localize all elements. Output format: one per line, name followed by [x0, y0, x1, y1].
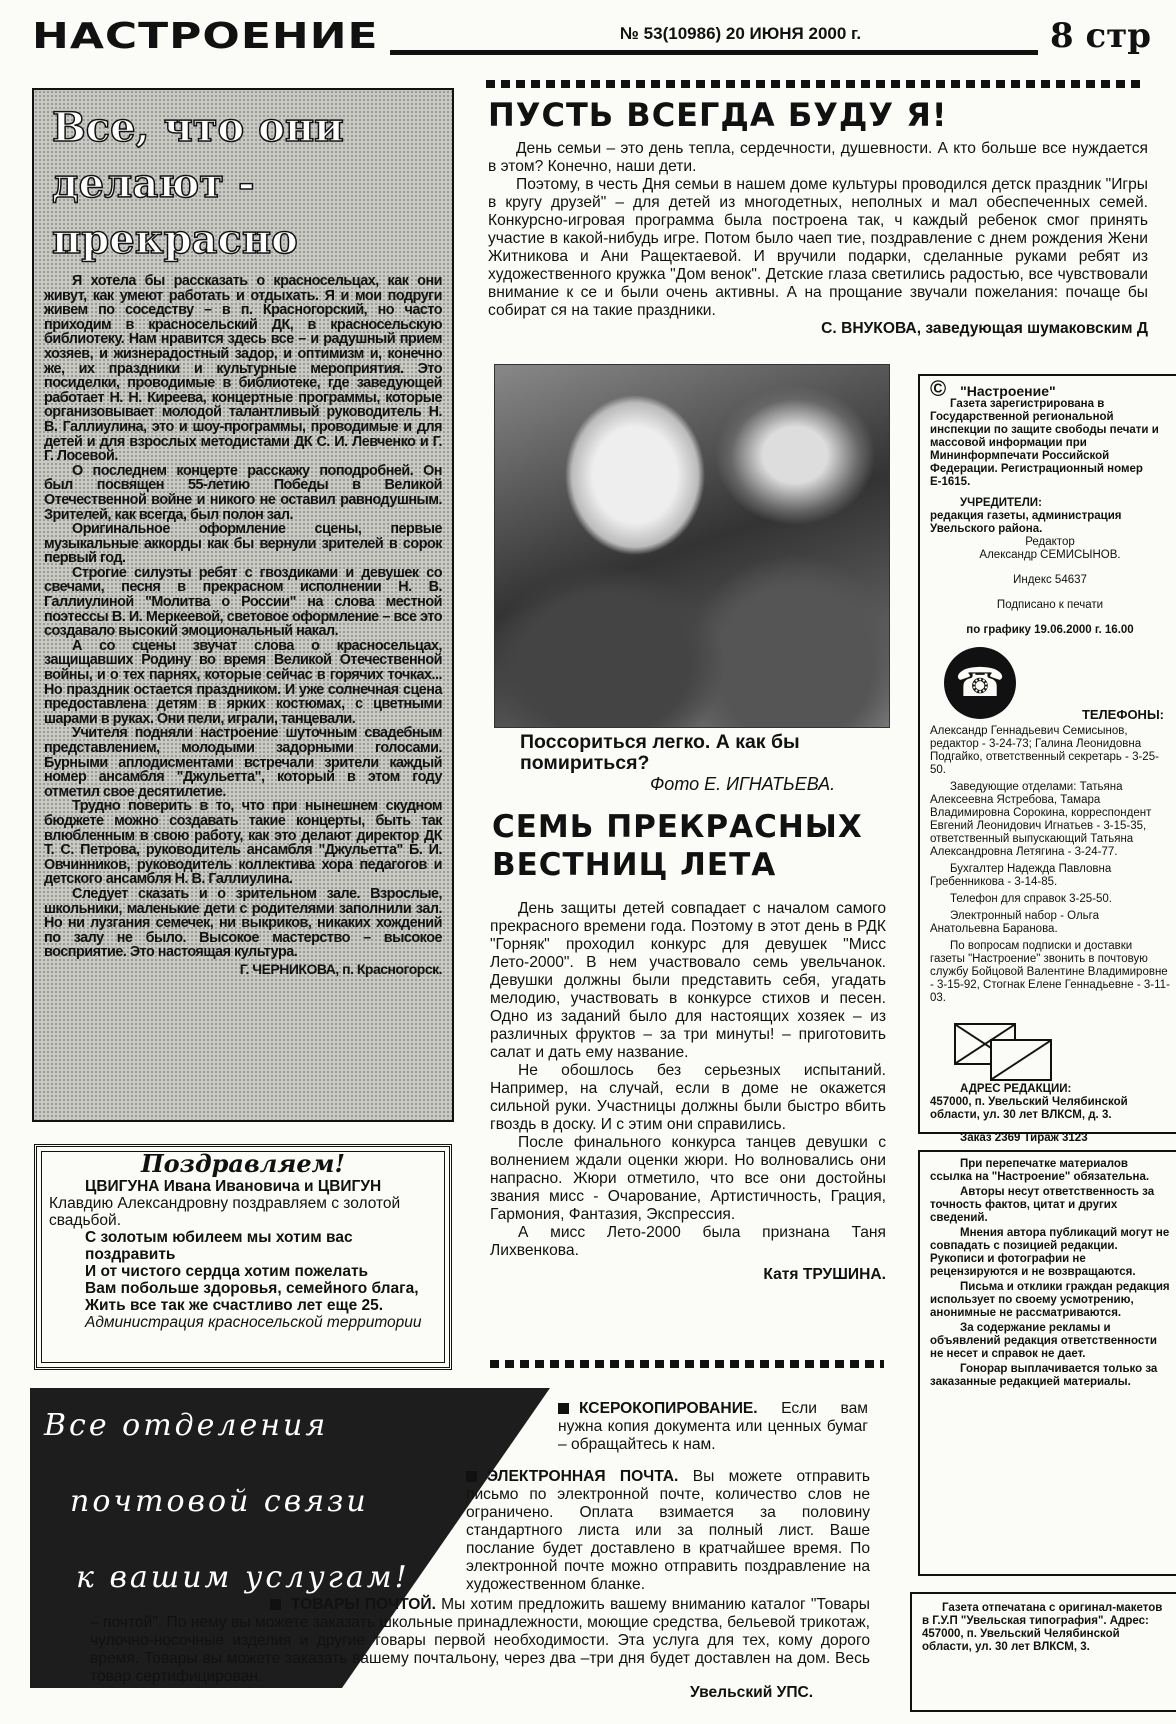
ad-signature: Увельский УПС.	[690, 1684, 814, 1701]
poem-line: Вам побольше здоровья, семейного блага,	[85, 1280, 419, 1297]
ad-item-head: КСЕРОКОПИРОВАНИЕ.	[579, 1400, 758, 1417]
paragraph: День семьи – это день тепла, сердечности, душевности. А кто больше все нуждается в этом? Конечно, наши дети.	[488, 140, 1148, 175]
ad-item-copy	[558, 1400, 868, 1454]
greeting-from: Администрация красносельской территории	[85, 1314, 422, 1331]
rule: Авторы несут ответственность за точность фактов, цитат и других сведений.	[930, 1186, 1155, 1224]
rule: За содержание рекламы и объявлений редакция ответственности не несет и справок не дает.	[930, 1322, 1157, 1360]
paragraph: Поэтому, в честь Дня семьи в нашем доме культуры проводился детск праздник "Игры в кругу друзей" – для детей из многодетных, неполных и мал обеспеченных семей. Конкурсно-игровая программа была построена так, ч каждый ребенок смог принять участие в какой-нибудь игре. Потом было чаеп тие, поздравление с днем рождения Жени Житникова и Ани Ращектаевой. И вручили подарки, сделанные руками ребят из художественного кружка "Дом венок". Детские глаза светились радостью, все чувствовали внимание к се и были очень активны. А на прощание звучали пожелания: почаще бы собират ся на такие праздники.	[488, 176, 1148, 319]
paragraph: Строгие силуэты ребят с гвоздиками и девушек со свечами, песня в прекрасном исполнении Н. В. Галлиулиной "Молитва о России" на слова местной поэтессы В. И. Меркеевой, световое оформление – все это создавало высокий эмоциональный накал.	[44, 564, 442, 640]
article-top-body	[488, 140, 1148, 338]
article-left-title: Все, что они делают - прекрасно	[52, 104, 344, 263]
paragraph: А со сцены звучат слова о красносельцах, защищавших Родину во время Великой Отечественной войны, и о тех парнях, которые сейчас в горячих точках... Но праздник остается праздником. И уже солнечная сцена предоставлена детям в ярких костюмах, с цветными шарами в руках. Они пели, играли, танцевали.	[44, 637, 442, 727]
founders-label: УЧРЕДИТЕЛИ:	[960, 497, 1042, 509]
paragraph: Не обошлось без серьезных испытаний. Например, на случай, если в доме не окажется сильной руки. Участницы должны были быстро вбить гвоздь в доску. И с этим они справились.	[490, 1062, 886, 1133]
envelope-icon	[990, 1039, 1052, 1081]
greeting-intro: Клавдию Александровну поздравляем с золотой свадьбой.	[49, 1195, 401, 1229]
ad-item-email	[466, 1468, 870, 1594]
phone-entry: Бухгалтер Надежда Павловна Гребенникова - 3-14-85.	[930, 863, 1112, 888]
ad-script-line: к вашим услугам!	[76, 1560, 410, 1595]
ad-item-head: ЭЛЕКТРОННАЯ ПОЧТА.	[487, 1468, 679, 1485]
phones-label: ТЕЛЕФОНЫ:	[1081, 707, 1164, 722]
phone-entry: Александр Геннадьевич Семисынов, редактор - 3-24-73; Галина Леонидовна Подгайко, ответственный секретарь - 3-25-50.	[930, 725, 1159, 776]
telephone-icon: ☎	[944, 647, 1016, 719]
rule: При перепечатке материалов ссылка на "Настроение" обязательна.	[930, 1158, 1150, 1183]
phone-entry: По вопросам подписки и доставки газеты "Настроение" звонить в почтовую службу Бойцовой Валентине Владимировне - 3-15-92, Стогнак Елене Геннадьевне - 3-11-03.	[930, 940, 1170, 1004]
masthead-rule	[390, 50, 1038, 55]
newspaper-title: НАСТРОЕНИЕ	[32, 16, 379, 57]
article-top-signature: С. ВНУКОВА, заведующая шумаковским Д	[821, 320, 1148, 337]
imprint-box	[918, 374, 1176, 1144]
rule: Гонорар выплачивается только за заказанные редакцией материалы.	[930, 1363, 1158, 1388]
poem-line: Жить все так же счастливо лет еще 25.	[85, 1297, 384, 1314]
article-mid-signature: Катя ТРУШИНА.	[763, 1266, 886, 1283]
article-left-signature: Г. ЧЕРНИКОВА, п. Красногорск.	[239, 960, 442, 977]
subscription-index: Индекс 54637	[1013, 574, 1087, 586]
signed-to-print: Подписано к печати	[996, 599, 1104, 611]
article-left-body	[44, 274, 442, 977]
article-mid-title-line: ВЕСТНИЦ ЛЕТА	[492, 847, 777, 883]
article-top-title: ПУСТЬ ВСЕГДА БУДУ Я!	[488, 96, 948, 134]
dotted-divider	[490, 1360, 884, 1368]
ad-item-text: Мы хотим предложить вашему вниманию каталог "Товары – почтой". По нему вы можете заказать школьные принадлежности, моющие средства, бельевой трикотаж, чулочно-носочные изделия и другие товары первой необходимости. Эта услуга для тех, кому дорого время. Товары вы можете заказать вашему почтальону, через два –три дня будет доставлен на дом. Весь товар сертифицирован.	[90, 1596, 870, 1685]
phone-entry: Заведующие отделами: Татьяна Алексеевна Ястребова, Тамара Владимировна Сорокина, корреспондент Евгений Леонидович Игнатьев - 3-15-35, ответственный выпускающий Татьяна Александровна Летягина - 3-24-77.	[930, 781, 1152, 858]
phone-entry: Электронный набор - Ольга Анатольевна Баранова.	[930, 910, 1099, 935]
paragraph: После финального конкурса танцев девушки с волнением ждали оценки жюри. Но волновались они напрасно. Жюри отметило, что все они достойны звания мисс - Очарование, Артистичность, Грация, Гармония, Фантазия, Экспрессия.	[490, 1134, 886, 1223]
article-mid-body	[490, 900, 886, 1284]
bullet-square-icon	[270, 1599, 281, 1610]
article-mid-title	[492, 808, 863, 884]
paragraph: Трудно поверить в то, что при нынешнем скудном бюджете можно создавать такие концерты, быть так влюбленным в свою работу, как это делают директор ДК Т. С. Петрова, руководитель ансамбля "Джульетта" Б. И. Овчинников, руководитель коллектива хора педагогов и детского ансамбля Н. В. Галлиулина.	[44, 798, 442, 888]
order-run: Заказ 2369 Тираж 3123	[960, 1132, 1088, 1144]
ad-script-line: Все отделения	[44, 1408, 329, 1443]
bullet-square-icon	[466, 1471, 477, 1482]
address: 457000, п. Увельский Челябинской области, ул. 30 лет ВЛКСМ, д. 3.	[930, 1096, 1128, 1121]
post-office-ad	[30, 1388, 874, 1708]
ad-item-head: ТОВАРЫ ПОЧТОЙ.	[291, 1596, 436, 1613]
ad-script-line: почтовой связи	[70, 1484, 369, 1519]
printer-info: Газета отпечатана с оригинал-макетов в Г.У.П "Увельская типография". Адрес: 457000, п. Увельский Челябинской области, ул. 30 лет ВЛКСМ, 3.	[922, 1602, 1163, 1653]
rule: Мнения автора публикаций могут не совпадать с позицией редакции. Рукописи и фотографии не рецензируются и не возвращаются.	[930, 1227, 1170, 1278]
poem-line: С золотым юбилеем мы хотим вас поздравить	[85, 1229, 353, 1263]
paragraph: Следует сказать и о зрительном зале. Взрослые, школьники, маленькие дети с родителями заполнили зал. Но ни лузгания семечек, ни выкриков, никаких хождений по залу не было. Высокое мастерство – высокое восприятие. Это настоящая культура.	[44, 885, 442, 961]
copyright-symbol: ©	[930, 376, 947, 401]
greeting-box	[34, 1144, 452, 1370]
editor-label: Редактор	[1025, 536, 1075, 548]
print-schedule: по графику 19.06.2000 г. 16.00	[966, 624, 1134, 636]
article-mid-title-line: СЕМЬ ПРЕКРАСНЫХ	[492, 809, 863, 845]
paragraph: О последнем концерте расскажу поподробней. Он был посвящен 55-летию Победы в Великой Отечественной войне и никого не оставил равнодушным. Зрителей, как всегда, был полон зал.	[44, 462, 442, 523]
bullet-square-icon	[558, 1403, 569, 1414]
poem-line: И от чистого сердца хотим пожелать	[85, 1263, 369, 1280]
photo-credit: Фото Е. ИГНАТЬЕВА.	[650, 774, 836, 794]
ad-item-text: Вы можете отправить письмо по электронной почте, количество слов не ограничено. Оплата взимается за половину стандартного листа или за полный лист. Ваше послание будет доставлено в кратчайшее время. По электронной почте можно отправить поздравление на художественном бланке.	[466, 1468, 870, 1593]
rule: Письма и отклики граждан редакция использует по своему усмотрению, анонимные не рассматриваются.	[930, 1281, 1170, 1319]
imprint-registration: Газета зарегистрирована в Государственной региональной инспекции по защите свободы печати и массовой информации при Мининформпечати Российской Федерации. Регистрационный номер Е-1615.	[930, 398, 1159, 488]
ad-item-goods	[90, 1596, 870, 1686]
greeting-title: Поздравляем!	[133, 1149, 353, 1178]
article-left	[32, 88, 454, 1122]
greeting-names: ЦВИГУНА Ивана Ивановича и ЦВИГУН	[85, 1178, 382, 1195]
rules-box	[918, 1150, 1176, 1576]
printer-box	[910, 1592, 1176, 1712]
page-number: 8 стр	[1050, 16, 1152, 56]
imprint-paper-name: "Настроение"	[960, 383, 1056, 399]
paragraph: День защиты детей совпадает с началом самого прекрасного времени года. Поэтому в этот день в РДК "Горняк" проходил конкурс для девушек "Мисс Лето-2000". В нем участвовало семь увельчанок. Девушки должны были представить себя, угадать мелодию, участвовать в конкурсе стихов и песен. Одно из заданий было для настоящих хозяек – из различных фруктов – за три минуты! – приготовить салат и дать ему название.	[490, 900, 886, 1061]
photo-caption: Поссориться легко. А как бы помириться?	[520, 731, 800, 774]
editor-name: Александр СЕМИСЫНОВ.	[979, 549, 1121, 561]
dotted-divider	[486, 80, 1146, 88]
paragraph: Учителя подняли настроение шуточным свадебным представлением, молодыми задорными голосами. Бурными аплодисментами встречали зрители каждый номер ансамбля "Джульетта", который в этом году отметил свое десятилетие.	[44, 725, 442, 800]
issue-number-date: № 53(10986) 20 ИЮНЯ 2000 г.	[620, 24, 862, 43]
paragraph: А мисс Лето-2000 была признана Таня Лихвенкова.	[490, 1224, 886, 1259]
ad-item-text: Если вам нужна копия документа или ценных бумаг – обращайтесь к нам.	[558, 1400, 868, 1453]
founders: редакция газеты, администрация Увельского района.	[930, 510, 1122, 535]
phone-entry: Телефон для справок 3-25-50.	[950, 893, 1112, 905]
address-label: АДРЕС РЕДАКЦИИ:	[960, 1083, 1072, 1095]
paragraph: Оригинальное оформление сцены, первые музыкальные аккорды как бы вернули зрителей в сорок первый год.	[44, 521, 442, 567]
paragraph: Я хотела бы рассказать о красносельцах, как они живут, как умеют работать и отдыхать. Я и мои подруги живем по соседству – в п. Красногорский, но часто приходим в красносельский ДК, в красносельскую библиотеку. Нам нравится здесь все – и радушный прием хозяев, и жизнерадостный задор, и оптимизм и, конечно же, их праздники и культурные мероприятия. Это посиделки, проводимые в библиотеке, где заведующей работает Н. Н. Киреева, концертные программы, которые организовывает молодой талантливый руководитель Н. В. Галлиулина, это и шоу-программы, проводимые и для детей и для взрослых методистами ДК С. И. Левченко и Г. Г. Лосевой.	[44, 273, 442, 465]
photo-children	[494, 364, 890, 728]
